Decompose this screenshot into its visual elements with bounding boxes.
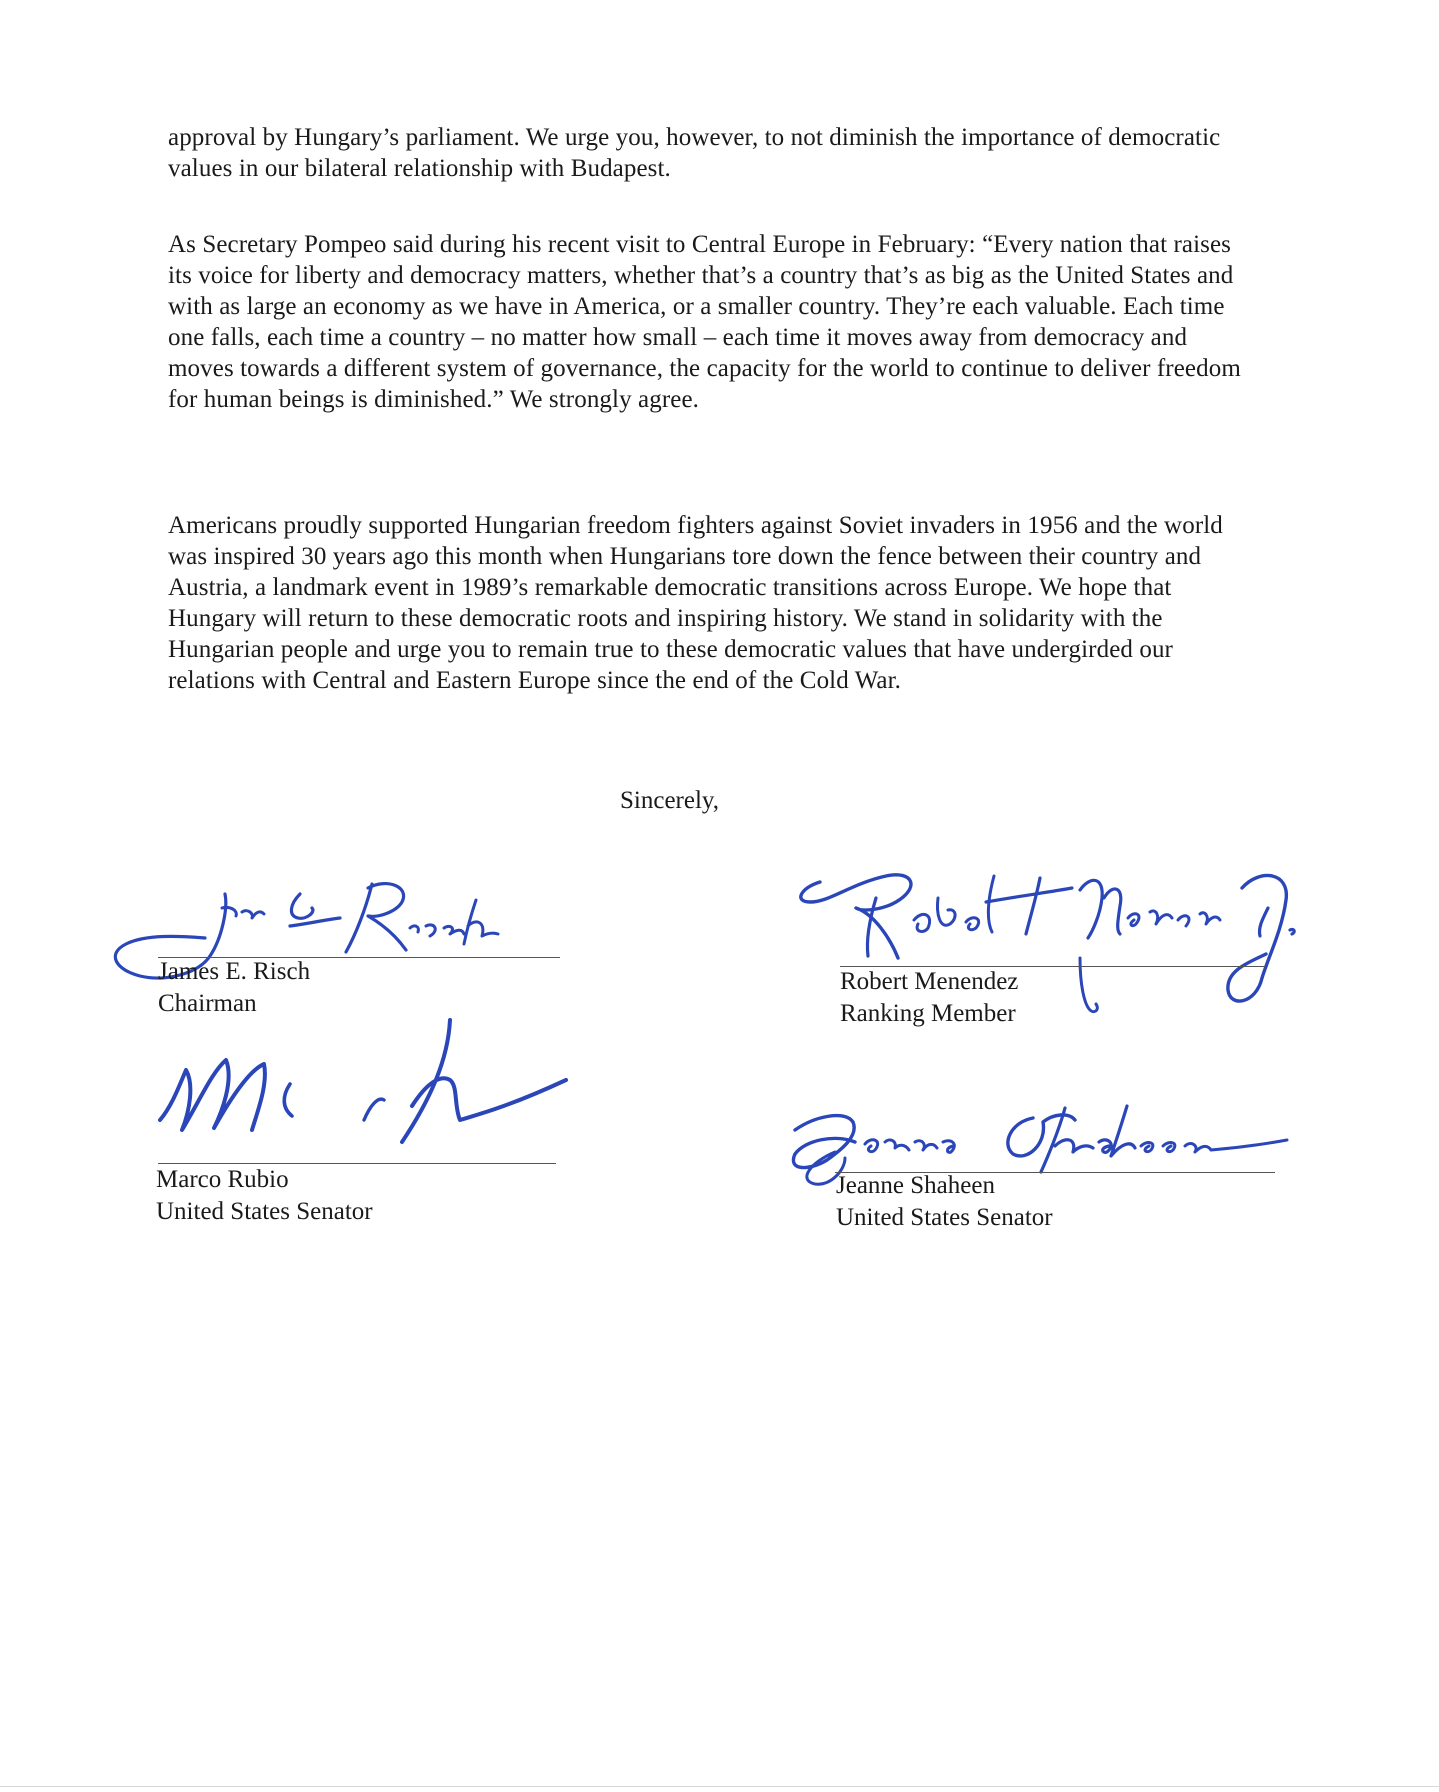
paragraph-2: As Secretary Pompeo said during his recent visit to Central Europe in February: “Every nation that raises its voice for liberty and democracy matters, whether that’s a country that’s as big as the United States and with as large an economy as we have in America, or a smaller country. They’re each valuable. Each time one falls, each time a country – no matter how small – each time it moves away from democracy and moves towards a different system of governance, the capacity for the world to continue to deliver freedom for human beings is diminished.” We strongly agree. xyxy=(168,231,1241,413)
shaheen-name: Jeanne Shaheen xyxy=(836,1172,995,1199)
paragraph-3: Americans proudly supported Hungarian freedom fighters against Soviet invaders in 1956 and the world was inspired 30 years ago this month when Hungarians tore down the fence between their country and Austria, a landmark event in 1989’s remarkable democratic transitions across Europe. We hope that Hungary will return to these democratic roots and inspiring history. We stand in solidarity with the Hungarian people and urge you to remain true to these democratic values that have undergirded our relations with Central and Eastern Europe since the end of the Cold War. xyxy=(168,512,1223,694)
shaheen-title: United States Senator xyxy=(836,1204,1053,1231)
risch-name: James E. Risch xyxy=(158,958,311,985)
risch-title: Chairman xyxy=(158,990,257,1017)
menendez-title: Ranking Member xyxy=(840,1000,1016,1027)
rubio-title: United States Senator xyxy=(156,1198,373,1225)
rubio-signature xyxy=(150,1010,570,1180)
menendez-name: Robert Menendez xyxy=(840,968,1019,995)
closing-salutation: Sincerely, xyxy=(620,787,720,814)
rubio-name: Marco Rubio xyxy=(156,1166,289,1193)
paragraph-1: approval by Hungary’s parliament. We urge you, however, to not diminish the importance of democratic values in our bilateral relationship with Budapest. xyxy=(168,124,1221,182)
scan-edge-rule xyxy=(0,1786,1439,1787)
